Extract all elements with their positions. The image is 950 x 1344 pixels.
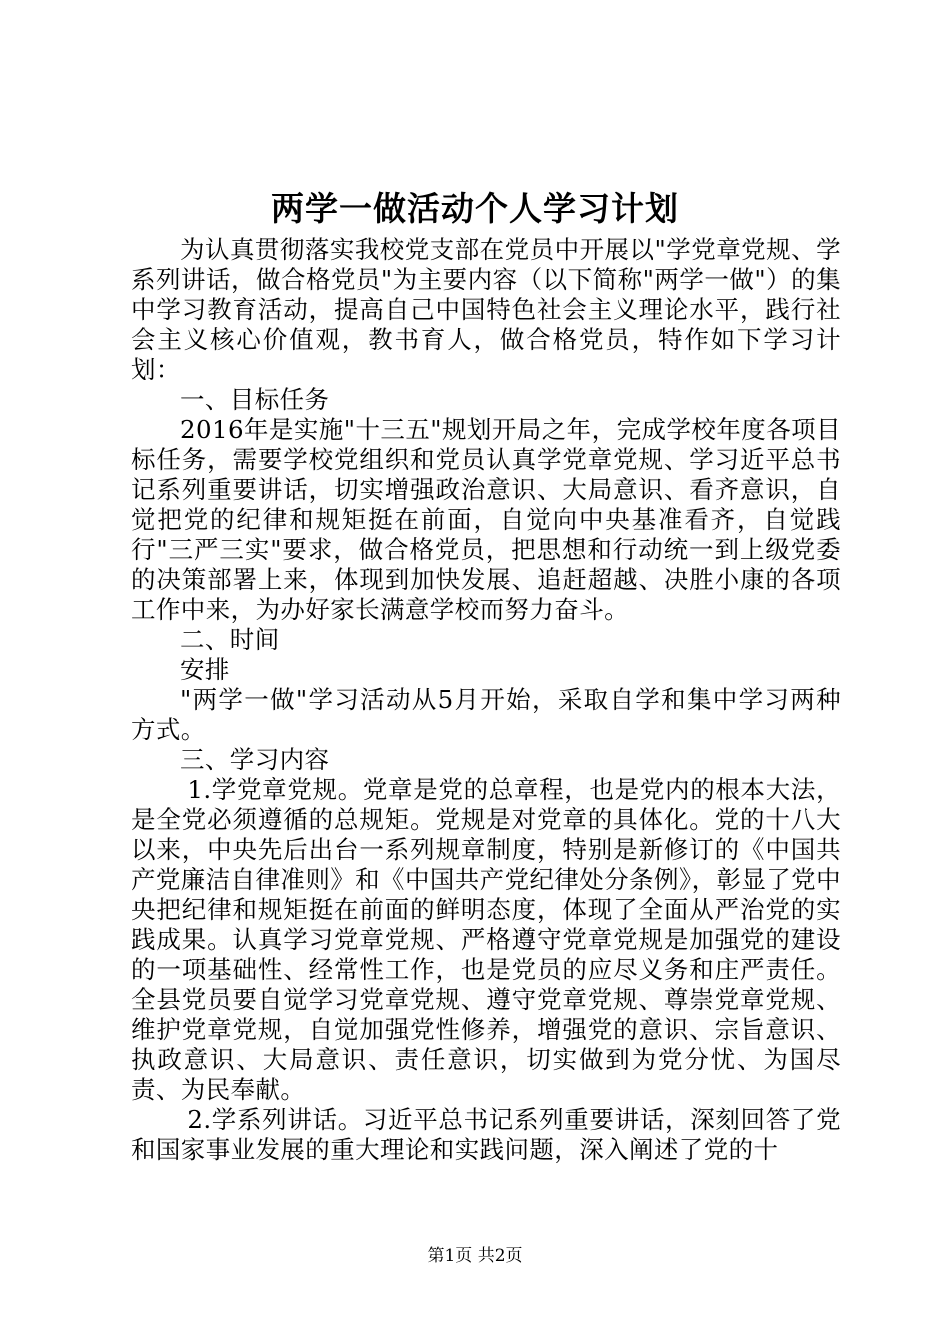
content-item-1: 1.学党章党规。党章是党的总章程，也是党内的根本大法，是全党必须遵循的总规矩。党规是对党章的具体化。党的十八大以来，中央先后出台一系列规章制度，特别是新修订的《中国共产党廉洁自律准则》和《中国共产党纪律处分条例》，彰显了党中央把纪律和规矩挺在前面的鲜明态度，体现了全面从严治党的实践成果。认真学习党章党规、严格遵守党章党规是加强党的建设的一项基础性、经常性工作，也是党员的应尽义务和庄严责任。全县党员要自觉学习党章党规、遵守党章党规、尊崇党章党规、维护党章党规，自觉加强党性修养，增强党的意识、宗旨意识、执政意识、大局意识、责任意识，切实做到为党分忧、为国尽责、为民奉献。: [131, 775, 841, 1104]
intro-paragraph: 为认真贯彻落实我校党支部在党员中开展以"学党章党规、学系列讲话，做合格党员"为主要内容（以下简称"两学一做"）的集中学习教育活动，提高自己中国特色社会主义理论水平，践行社会主义核心价值观，教书育人，做合格党员，特作如下学习计划：: [131, 235, 841, 384]
section-heading-content: 三、学习内容: [180, 745, 330, 774]
content-item-2: 2.学系列讲话。习近平总书记系列重要讲话，深刻回答了党和国家事业发展的重大理论和实践问题，深入阐述了党的十: [131, 1105, 841, 1164]
section-heading-time: 二、时间: [180, 625, 280, 654]
document-body: [131, 235, 841, 1165]
time-paragraph: "两学一做"学习活动从5月开始，采取自学和集中学习两种方式。: [131, 685, 841, 744]
goals-paragraph: 2016年是实施"十三五"规划开局之年，完成学校年度各项目标任务，需要学校党组织和党员认真学党章党规、学习近平总书记系列重要讲话，切实增强政治意识、大局意识、看齐意识，自觉把党的纪律和规矩挺在前面，自觉向中央基准看齐，自觉践行"三严三实"要求，做合格党员，把思想和行动统一到上级党委的决策部署上来，体现到加快发展、追赶超越、决胜小康的各项工作中来，为办好家长满意学校而努力奋斗。: [131, 415, 841, 624]
time-subheading: 安排: [180, 655, 230, 684]
page-footer: 第1页 共2页: [427, 1246, 523, 1266]
section-heading-goals: 一、目标任务: [180, 385, 330, 414]
document-title: 两学一做活动个人学习计划: [271, 189, 679, 228]
